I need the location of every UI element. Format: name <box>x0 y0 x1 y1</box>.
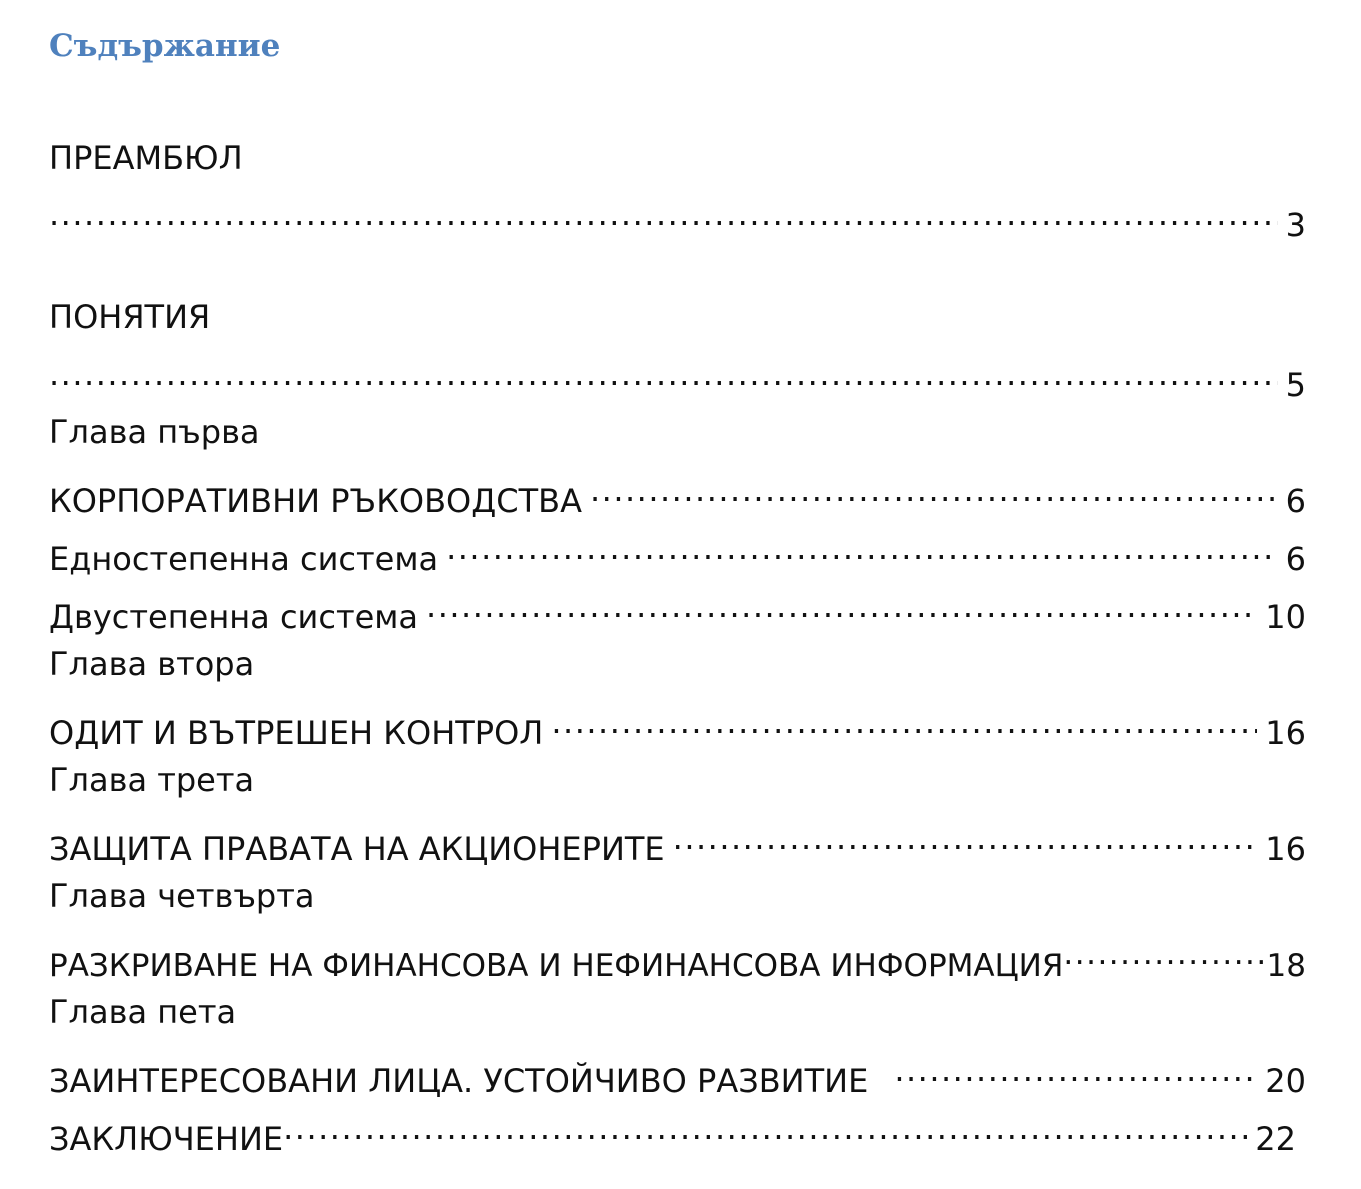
toc-entry-title: Двустепенна система <box>49 598 419 636</box>
toc-entry-title: Глава първа <box>49 413 260 451</box>
toc-entry-title: Глава пета <box>49 993 237 1031</box>
toc-heading: Съдържание <box>49 28 281 64</box>
toc-entry-title: ЗАИНТЕРЕСОВАНИ ЛИЦА. УСТОЙЧИВО РАЗВИТИЕ <box>49 1062 869 1100</box>
toc-dot-leader <box>590 468 1278 512</box>
toc-entry-audit[interactable] <box>49 700 1306 752</box>
toc-page-number: 18 <box>1266 948 1306 984</box>
toc-entry-concepts-page[interactable] <box>49 352 1306 404</box>
toc-entry-preamble-page[interactable] <box>49 192 1306 244</box>
toc-entry-two-tier-system[interactable] <box>49 584 1306 636</box>
toc-entry-stakeholders[interactable] <box>49 1048 1306 1100</box>
toc-entry-title: РАЗКРИВАНЕ НА ФИНАНСОВА И НЕФИНАНСОВА ИНФОРМАЦИЯ <box>49 948 1064 984</box>
toc-entry-title: Глава четвърта <box>49 877 315 915</box>
toc-page-number: 3 <box>1285 206 1306 244</box>
toc-dot-leader <box>49 352 1278 396</box>
toc-entry-chapter-one[interactable] <box>49 410 1306 454</box>
toc-page-number: 16 <box>1265 830 1306 868</box>
toc-page-number: 10 <box>1265 598 1306 636</box>
toc-entry-chapter-four[interactable] <box>49 874 1306 918</box>
toc-page-number: 22 <box>1255 1120 1296 1158</box>
toc-entry-title: ПРЕАМБЮЛ <box>49 139 243 177</box>
toc-entry-title: ЗАЩИТА ПРАВАТА НА АКЦИОНЕРИТЕ <box>49 830 665 868</box>
toc-page-number: 6 <box>1285 482 1306 520</box>
toc-entry-title: ЗАКЛЮЧЕНИЕ <box>49 1120 284 1158</box>
toc-entry-title: КОРПОРАТИВНИ РЪКОВОДСТВА <box>49 482 582 520</box>
toc-entry-title: Едностепенна система <box>49 540 439 578</box>
toc-dot-leader <box>446 526 1278 570</box>
toc-dot-leader <box>551 700 1257 744</box>
toc-dot-leader <box>49 192 1278 236</box>
toc-entry-chapter-three[interactable] <box>49 758 1306 802</box>
toc-entry-title: Глава втора <box>49 645 255 683</box>
toc-entry-chapter-two[interactable] <box>49 642 1306 686</box>
toc-dot-leader <box>894 1048 1257 1092</box>
toc-entry-conclusion[interactable] <box>49 1106 1296 1158</box>
toc-entry-concepts[interactable] <box>49 295 1306 339</box>
toc-entry-one-tier-system[interactable] <box>49 526 1306 578</box>
toc-dot-leader <box>283 1106 1247 1150</box>
toc-entry-title: ОДИТ И ВЪТРЕШЕН КОНТРОЛ <box>49 714 544 752</box>
toc-entry-title: ПОНЯТИЯ <box>49 298 211 336</box>
toc-page-number: 16 <box>1265 714 1306 752</box>
toc-page-number: 5 <box>1285 366 1306 404</box>
toc-entry-preamble[interactable] <box>49 136 1306 180</box>
toc-page-number: 20 <box>1265 1062 1306 1100</box>
toc-entry-disclosure[interactable] <box>49 932 1306 984</box>
toc-page-number: 6 <box>1285 540 1306 578</box>
toc-entry-shareholders[interactable] <box>49 816 1306 868</box>
toc-entry-corporate-boards[interactable] <box>49 468 1306 520</box>
toc-dot-leader <box>1063 932 1266 976</box>
toc-dot-leader <box>426 584 1257 628</box>
toc-dot-leader <box>673 816 1258 860</box>
toc-entry-title: Глава трета <box>49 761 255 799</box>
toc-entry-chapter-five[interactable] <box>49 990 1306 1034</box>
